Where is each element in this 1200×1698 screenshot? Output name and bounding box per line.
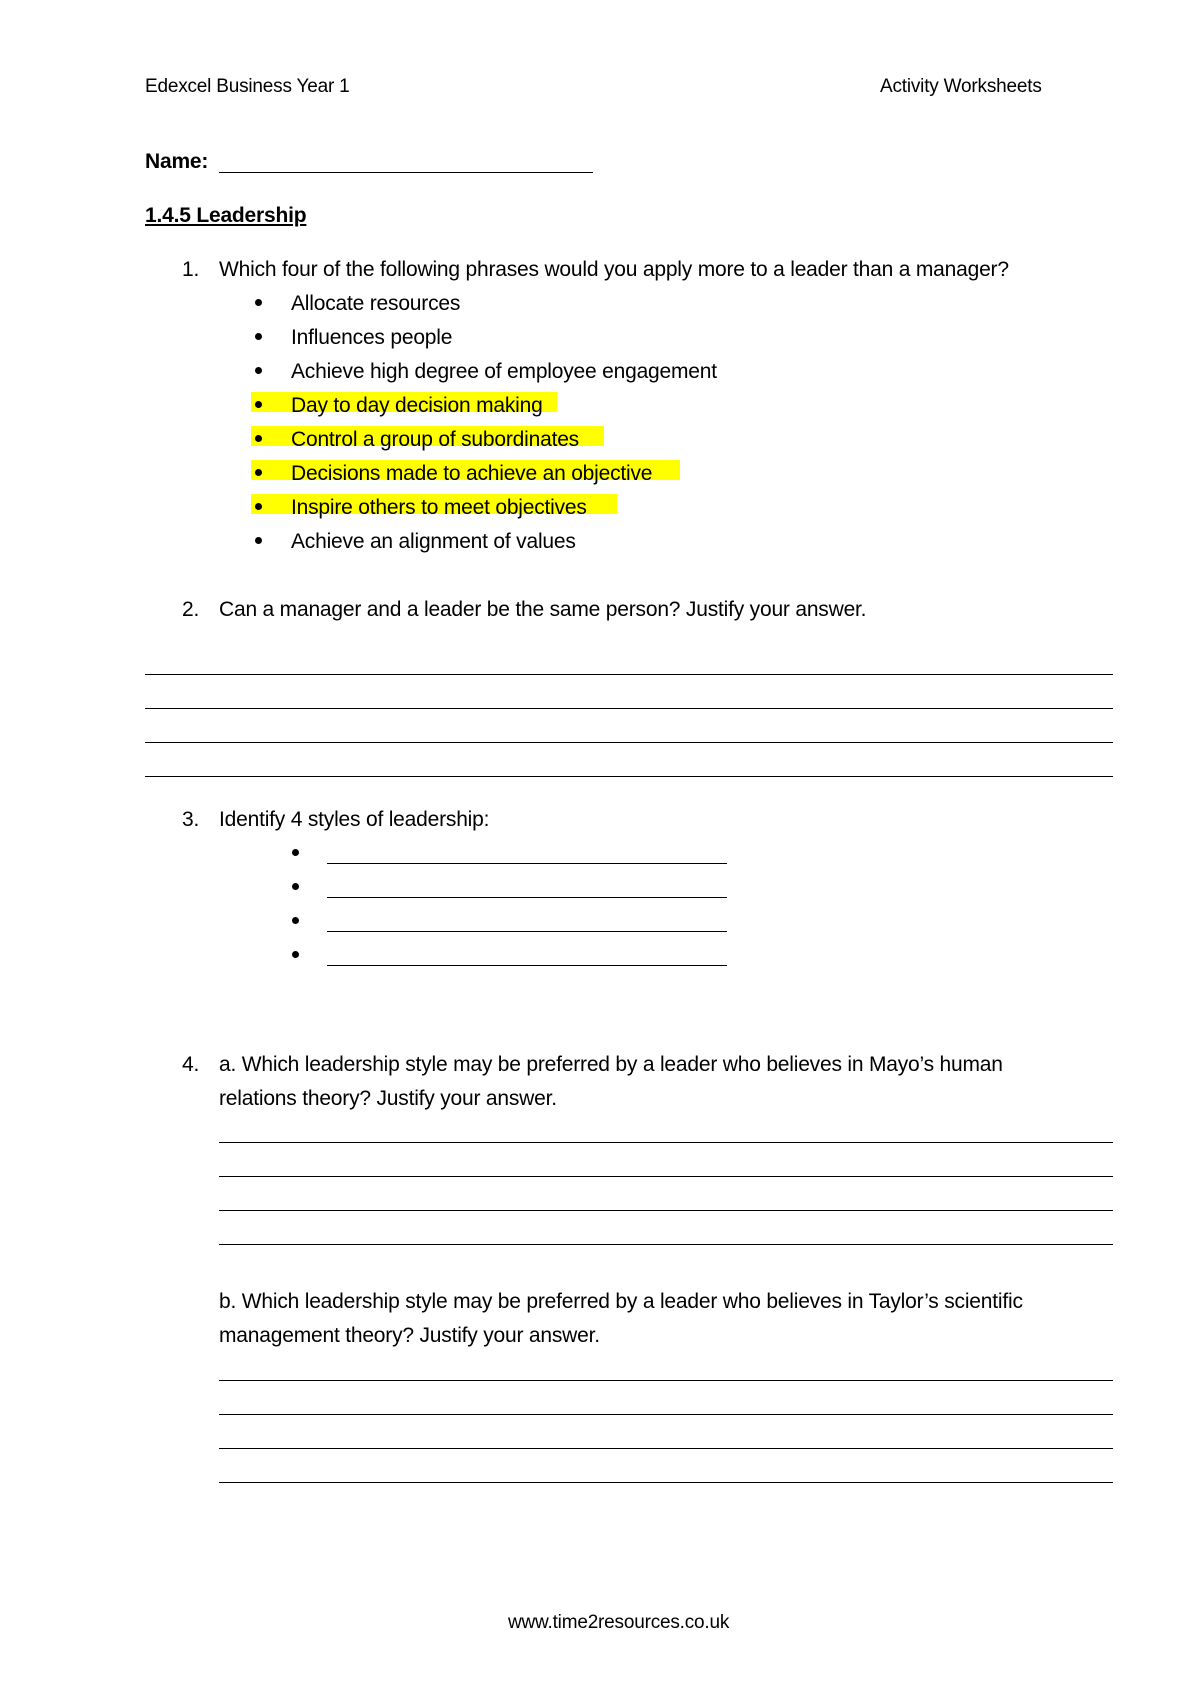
q4b-text-line1: b. Which leadership style may be preferred by a leader who believes in Taylor’s scientific bbox=[219, 1290, 1023, 1313]
header-left: Edexcel Business Year 1 bbox=[145, 76, 350, 97]
q1-text: Which four of the following phrases would you apply more to a leader than a manager? bbox=[219, 258, 1009, 281]
q2-answer-line[interactable] bbox=[145, 742, 1113, 743]
q1-option-text: Achieve an alignment of values bbox=[291, 530, 576, 553]
bullet-icon bbox=[255, 503, 262, 510]
q2-answer-line[interactable] bbox=[145, 708, 1113, 709]
q1-option-text: Allocate resources bbox=[291, 292, 461, 315]
q4b-answer-line[interactable] bbox=[219, 1380, 1113, 1381]
q4a-answer-line[interactable] bbox=[219, 1210, 1113, 1211]
q2-text: Can a manager and a leader be the same person? Justify your answer. bbox=[219, 598, 867, 621]
q1-option bbox=[291, 531, 576, 552]
q3-answer-line[interactable] bbox=[327, 863, 727, 864]
section-title: 1.4.5 Leadership bbox=[145, 204, 307, 227]
q2-number: 2. bbox=[182, 598, 200, 621]
bullet-icon bbox=[255, 401, 262, 408]
q4a-answer-line[interactable] bbox=[219, 1142, 1113, 1143]
q2-answer-line[interactable] bbox=[145, 776, 1113, 777]
q4b-answer-line[interactable] bbox=[219, 1482, 1113, 1483]
q3-answer-line[interactable] bbox=[327, 965, 727, 966]
bullet-icon bbox=[255, 367, 262, 374]
q1-option-highlighted bbox=[291, 463, 652, 484]
q3-text: Identify 4 styles of leadership: bbox=[219, 808, 490, 831]
q4-number: 4. bbox=[182, 1053, 200, 1076]
q3-answer-line[interactable] bbox=[327, 897, 727, 898]
bullet-icon bbox=[255, 469, 262, 476]
q1-option-text: Day to day decision making bbox=[291, 394, 543, 417]
name-field[interactable] bbox=[219, 172, 593, 173]
bullet-icon bbox=[292, 849, 299, 856]
q3-number: 3. bbox=[182, 808, 200, 831]
bullet-icon bbox=[292, 883, 299, 890]
footer-url: www.time2resources.co.uk bbox=[508, 1612, 730, 1633]
header-right: Activity Worksheets bbox=[880, 76, 1042, 97]
q1-option-text: Decisions made to achieve an objective bbox=[291, 462, 653, 485]
q4a-text-line1: a. Which leadership style may be preferred by a leader who believes in Mayo’s human bbox=[219, 1053, 1003, 1076]
q1-option-highlighted bbox=[291, 497, 587, 518]
q1-option-highlighted bbox=[291, 395, 543, 416]
bullet-icon bbox=[292, 951, 299, 958]
q4b-answer-line[interactable] bbox=[219, 1448, 1113, 1449]
q1-number: 1. bbox=[182, 258, 200, 281]
q1-option-text: Inspire others to meet objectives bbox=[291, 496, 587, 519]
q4a-answer-line[interactable] bbox=[219, 1244, 1113, 1245]
q1-option-text: Achieve high degree of employee engagement bbox=[291, 360, 717, 383]
bullet-icon bbox=[255, 333, 262, 340]
name-label: Name: bbox=[145, 150, 209, 173]
q1-option bbox=[291, 327, 452, 348]
q1-option-text: Influences people bbox=[291, 326, 453, 349]
q4b-text-line2: management theory? Justify your answer. bbox=[219, 1324, 600, 1347]
q1-option-highlighted bbox=[291, 429, 579, 450]
q1-option bbox=[291, 361, 717, 382]
q2-answer-line[interactable] bbox=[145, 674, 1113, 675]
q4a-answer-line[interactable] bbox=[219, 1176, 1113, 1177]
bullet-icon bbox=[255, 435, 262, 442]
q1-option bbox=[291, 293, 460, 314]
q4b-answer-line[interactable] bbox=[219, 1414, 1113, 1415]
bullet-icon bbox=[255, 537, 262, 544]
bullet-icon bbox=[255, 299, 262, 306]
q1-option-text: Control a group of subordinates bbox=[291, 428, 579, 451]
q4a-text-line2: relations theory? Justify your answer. bbox=[219, 1087, 557, 1110]
q3-answer-line[interactable] bbox=[327, 931, 727, 932]
bullet-icon bbox=[292, 917, 299, 924]
